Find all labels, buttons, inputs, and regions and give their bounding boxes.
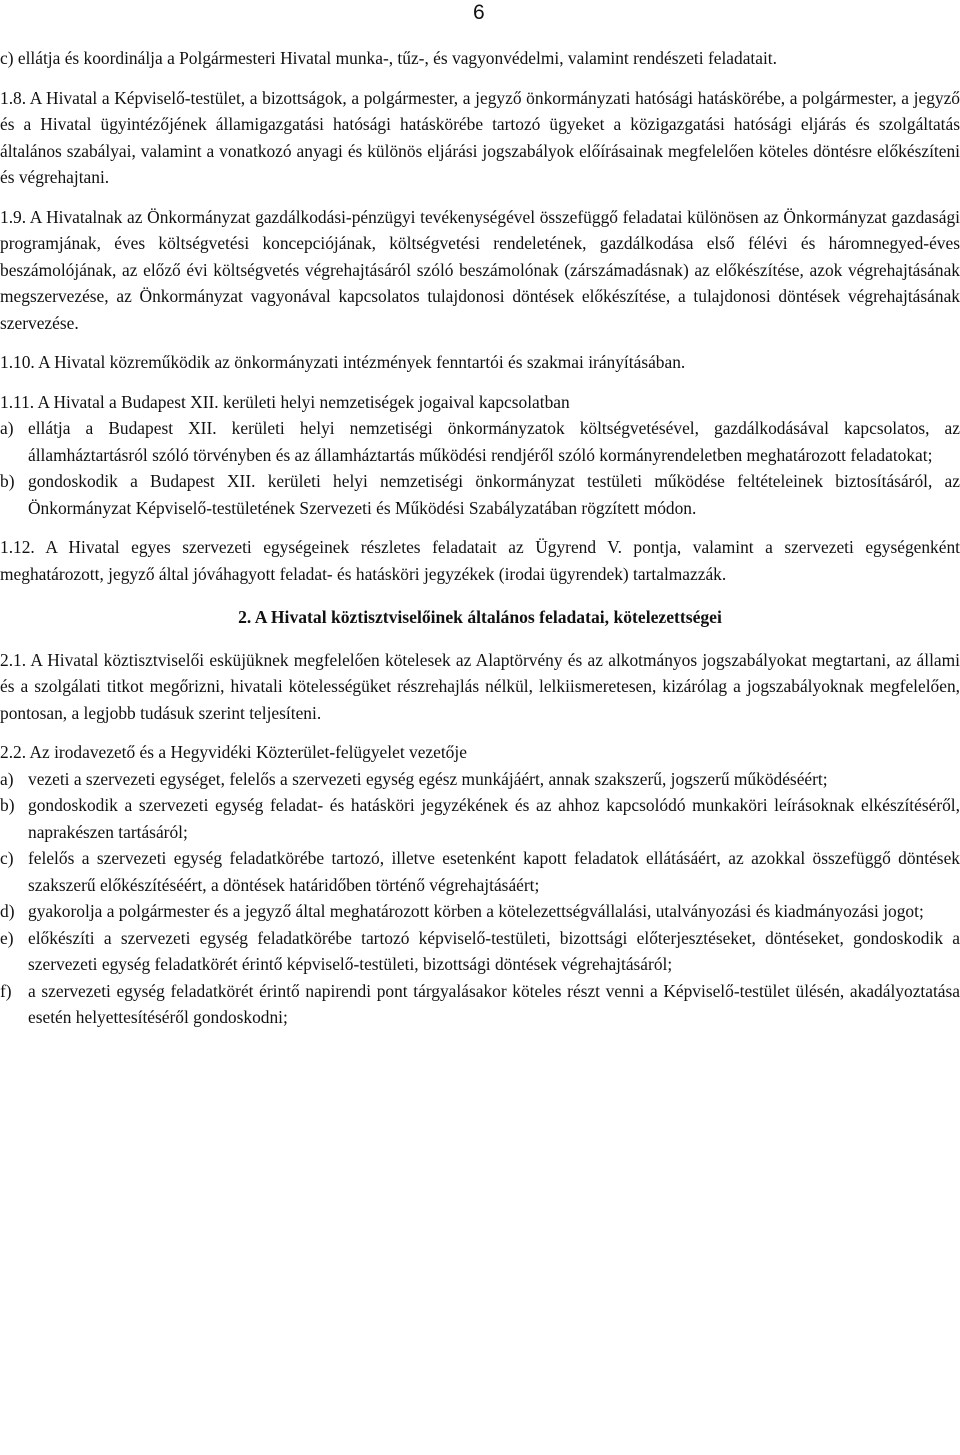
- list-item-text: gyakorolja a polgármester és a jegyző által meghatározott körben a kötelezettségvállalási, utalványozási és kiadmányozási jogot;: [28, 901, 924, 921]
- paragraph-1-9: 1.9. A Hivatalnak az Önkormányzat gazdálkodási-pénzügyi tevékenységével összefüggő feladatai különösen az Önkormányzat gazdasági programjának, éves költségvetési koncepciójának, költségvetési rendeletének, gazdálkodása első félévi és háromnegyed-éves beszámolójának, az előző évi költségvetés végrehajtásáról szóló beszámolónak (zárszámadásnak) az előkészítése, azok végrehajtásának megszervezése, az Önkormányzat vagyonával kapcsolatos tulajdonosi döntések előkészítése, a tulajdonosi döntések végrehajtásának szervezése.: [0, 206, 960, 333]
- list-item-label: d): [0, 901, 15, 921]
- list-item-text: felelős a szervezeti egység feladatkörébe tartozó, illetve esetenként kapott feladatok ellátásáért, az azokkal összefüggő döntések szakszerű előkészítéséért, a döntések határidőben történő végrehajtásáért;: [28, 848, 960, 895]
- list-item-label: f): [0, 980, 12, 1001]
- list-item: [0, 978, 960, 1031]
- paragraph-1-12: 1.12. A Hivatal egyes szervezeti egységeinek részletes feladatait az Ügyrend V. pontja, valamint a szervezeti egységenként meghatározott, jegyző által jóváhagyott feladat- és hatásköri jegyzékek (irodai ügyrendek) tartalmazzák.: [0, 537, 960, 584]
- list-item-text: ellátja a Budapest XII. kerületi helyi nemzetiségi önkormányzatok költségvetésével, gazdálkodásával kapcsolatos, az államháztartásról szóló törvényben és az államháztartás működési rendjéről szóló kormányrendeletben meghatározott feladatokat;: [28, 418, 960, 465]
- list-item-text: gondoskodik a szervezeti egység feladat- és hatásköri jegyzékének és az ahhoz kapcsolódó munkaköri leírásoknak elkészítéséről, naprakészen tartásáról;: [28, 795, 960, 842]
- list-item: [0, 898, 960, 925]
- list-item-label: a): [0, 768, 14, 789]
- paragraph-1-10: 1.10. A Hivatal közreműködik az önkormányzati intézmények fenntartói és szakmai irányításában.: [0, 352, 686, 372]
- section-heading: 2. A Hivatal köztisztviselőinek általános feladatai, kötelezettségei: [238, 607, 722, 627]
- list-item-label: b): [0, 471, 15, 491]
- list-item-text: gondoskodik a Budapest XII. kerületi helyi nemzetiségi önkormányzat testületi működése feltételeinek biztosításáról, az Önkormányzat Képviselő-testületének Szervezeti és Működési Szabályzatában rögzített módon.: [28, 471, 960, 518]
- paragraph-c: c) ellátja és koordinálja a Polgármesteri Hivatal munka-, tűz-, és vagyonvédelmi, valamint rendészeti feladatait.: [0, 48, 777, 68]
- list-item-label: b): [0, 795, 15, 815]
- list-item-text: előkészíti a szervezeti egység feladatkörébe tartozó képviselő-testületi, bizottsági előterjesztéseket, döntéseket, gondoskodik a szervezeti egység feladatkörét érintő képviselő-testületi, bizottsági döntések végrehajtásáról;: [28, 927, 960, 974]
- paragraph-1-8: 1.8. A Hivatal a Képviselő-testület, a bizottságok, a polgármester, a jegyző önkormányzati hatósági hatáskörébe, a polgármester, a jegyző és a Hivatal ügyintézőjének államigazgatási hatósági hatáskörébe tartozó ügyeket a közigazgatási hatósági eljárás és szolgáltatás általános szabályai, valamint a vonatkozó anyagi és különös eljárási jogszabályok előírásainak megfelelően köteles döntésre előkészíteni és végrehajtani.: [0, 87, 960, 187]
- document-body: [0, 45, 960, 1031]
- page-number: 6: [473, 1, 485, 24]
- list-item: [0, 415, 960, 468]
- list-item: [0, 468, 960, 521]
- paragraph-2-1: 2.1. A Hivatal köztisztviselői esküjüknek megfelelően kötelesek az Alaptörvény és az alkotmányos jogszabályokat megtartani, az állami és a szolgálati titkot megőrizni, hivatali kötelességüket részrehajlás nélkül, lelkiismeretesen, kizárólag a jogszabályoknak megfelelően, pontosan, a legjobb tudásuk szerint teljesíteni.: [0, 649, 960, 723]
- list-item-label: e): [0, 927, 14, 948]
- list-item: [0, 925, 960, 978]
- list-item: [0, 845, 960, 898]
- list-item: [0, 792, 960, 845]
- list-item-label: a): [0, 418, 14, 438]
- list-item-label: c): [0, 848, 14, 868]
- paragraph-1-11: 1.11. A Hivatal a Budapest XII. kerületi helyi nemzetiségek jogaival kapcsolatban: [0, 391, 570, 412]
- list-item-text: vezeti a szervezeti egységet, felelős a szervezeti egység egész munkájáért, annak szakszerű, jogszerű működéséért;: [28, 768, 828, 789]
- list-item: [0, 766, 960, 793]
- paragraph-2-2: 2.2. Az irodavezető és a Hegyvidéki Közterület-felügyelet vezetője: [0, 742, 467, 762]
- list-item-text: a szervezeti egység feladatkörét érintő napirendi pont tárgyalásakor köteles részt venni a Képviselő-testület ülésén, akadályoztatása esetén helyettesítéséről gondoskodni;: [28, 980, 960, 1027]
